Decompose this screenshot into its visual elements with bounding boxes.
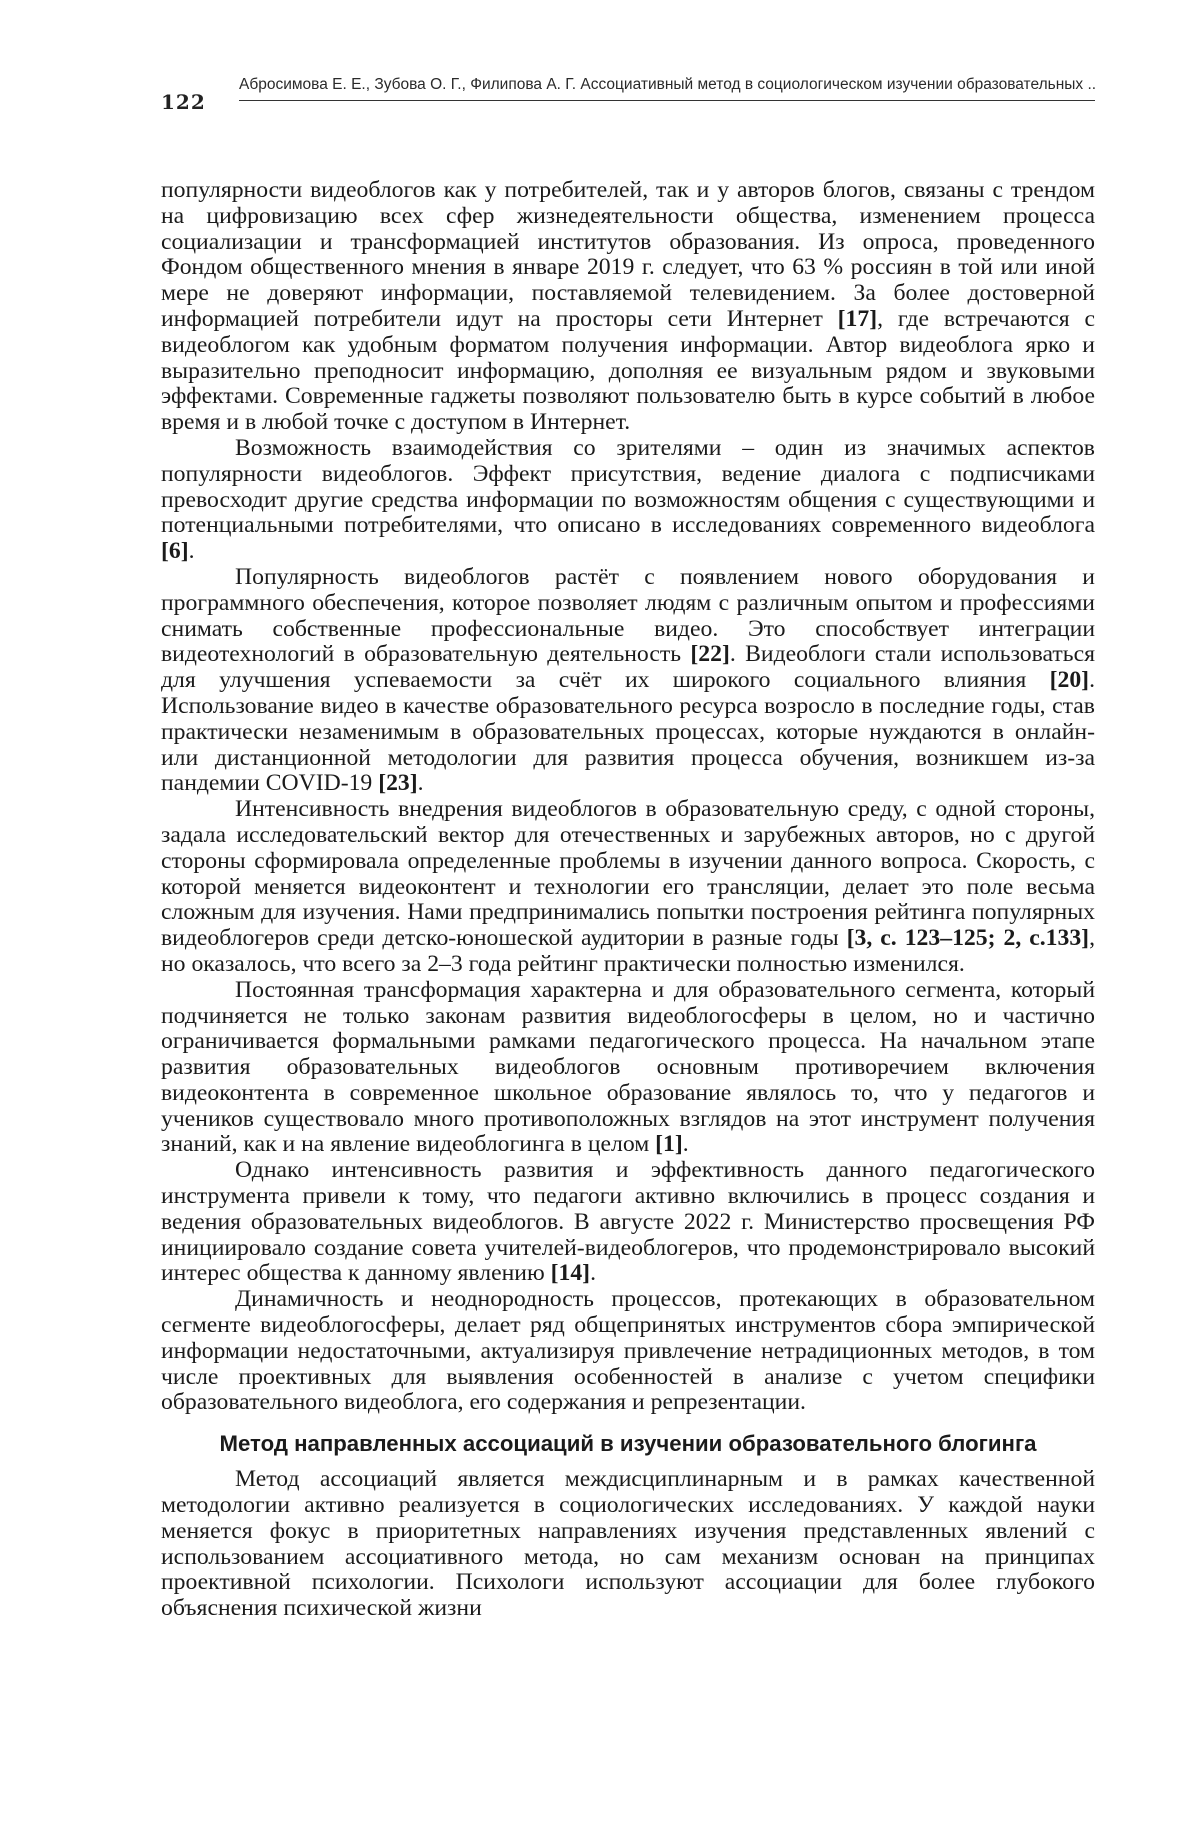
running-title: Абросимова Е. Е., Зубова О. Г., Филипова А. Г. Ассоциативный метод в социологическом изучении образовательных ...	[239, 76, 1095, 101]
paragraph: Возможность взаимодействия со зрителями – один из значимых аспектов популярности видеоблогов. Эффект присутствия, ведение диалога с подписчиками превосходит другие средства информации по возможностям общения с существующими и потенциальными потребителями, что описано в исследованиях современного видеоблога [6].	[161, 436, 1095, 565]
page-header	[161, 76, 1095, 112]
section-heading: Метод направленных ассоциаций в изучении образовательного блогинга	[161, 1430, 1095, 1458]
paragraph: Популярность видеоблогов растёт с появлением нового оборудования и программного обеспечения, которое позволяет людям с различным опытом и профессиями снимать собственные профессиональные видео. Это способствует интеграции видеотехнологий в образовательную деятельность [22]. Видеоблоги стали использоваться для улучшения успеваемости за счёт их широкого социального влияния [20]. Использование видео в качестве образовательного ресурса возросло в последние годы, став практически незаменимым в образовательных процессах, которые нуждаются в онлайн- или дистанционной методологии для развития процесса обучения, возникшем из-за пандемии COVID-19 [23].	[161, 565, 1095, 797]
paragraph: Метод ассоциаций является междисциплинарным и в рамках качественной методологии активно реализуется в социологических исследованиях. У каждой науки меняется фокус в приоритетных направлениях изучения представленных явлений с использованием ассоциативного метода, но сам механизм основан на принципах проективной психологии. Психологи используют ассоциации для более глубокого объяснения психической жизни	[161, 1467, 1095, 1622]
article-body	[161, 178, 1095, 1622]
page-number: 122	[161, 90, 206, 114]
paragraph: популярности видеоблогов как у потребителей, так и у авторов блогов, связаны с трендом на цифровизацию всех сфер жизнедеятельности общества, изменением процесса социализации и трансформацией институтов образования. Из опроса, проведенного Фондом общественного мнения в январе 2019 г. следует, что 63 % россиян в той или иной мере не доверяют информации, поставляемой телевидением. За более достоверной информацией потребители идут на просторы сети Интернет [17], где встречаются с видеоблогом как удобным форматом получения информации. Автор видеоблога ярко и выразительно преподносит информацию, дополняя ее визуальным рядом и звуковыми эффектами. Современные гаджеты позволяют пользователю быть в курсе событий в любое время и в любой точке с доступом в Интернет.	[161, 178, 1095, 436]
paragraph: Интенсивность внедрения видеоблогов в образовательную среду, с одной стороны, задала исследовательский вектор для отечественных и зарубежных авторов, но с другой стороны сформировала определенные проблемы в изучении данного вопроса. Скорость, с которой меняется видеоконтент и технологии его трансляции, делает это поле весьма сложным для изучения. Нами предпринимались попытки построения рейтинга популярных видеоблогеров среди детско-юношеской аудитории в разные годы [3, с. 123–125; 2, с.133], но оказалось, что всего за 2–3 года рейтинг практически полностью изменился.	[161, 797, 1095, 978]
document-page	[0, 0, 1200, 1835]
paragraph: Динамичность и неоднородность процессов, протекающих в образовательном сегменте видеоблогосферы, делает ряд общепринятых инструментов сбора эмпирической информации недостаточными, актуализируя привлечение нетрадиционных методов, в том числе проективных для выявления особенностей в анализе с учетом специфики образовательного видеоблога, его содержания и репрезентации.	[161, 1287, 1095, 1416]
paragraph: Постоянная трансформация характерна и для образовательного сегмента, который подчиняется не только законам развития видеоблогосферы в целом, но и частично ограничивается формальными рамками педагогического процесса. На начальном этапе развития образовательных видеоблогов основным противоречием включения видеоконтента в современное школьное образование являлось то, что у педагогов и учеников существовало много противоположных взглядов на этот инструмент получения знаний, как и на явление видеоблогинга в целом [1].	[161, 978, 1095, 1159]
paragraph: Однако интенсивность развития и эффективность данного педагогического инструмента привели к тому, что педагоги активно включились в процесс создания и ведения образовательных видеоблогов. В августе 2022 г. Министерство просвещения РФ инициировало создание совета учителей-видеоблогеров, что продемонстрировало высокий интерес общества к данному явлению [14].	[161, 1158, 1095, 1287]
